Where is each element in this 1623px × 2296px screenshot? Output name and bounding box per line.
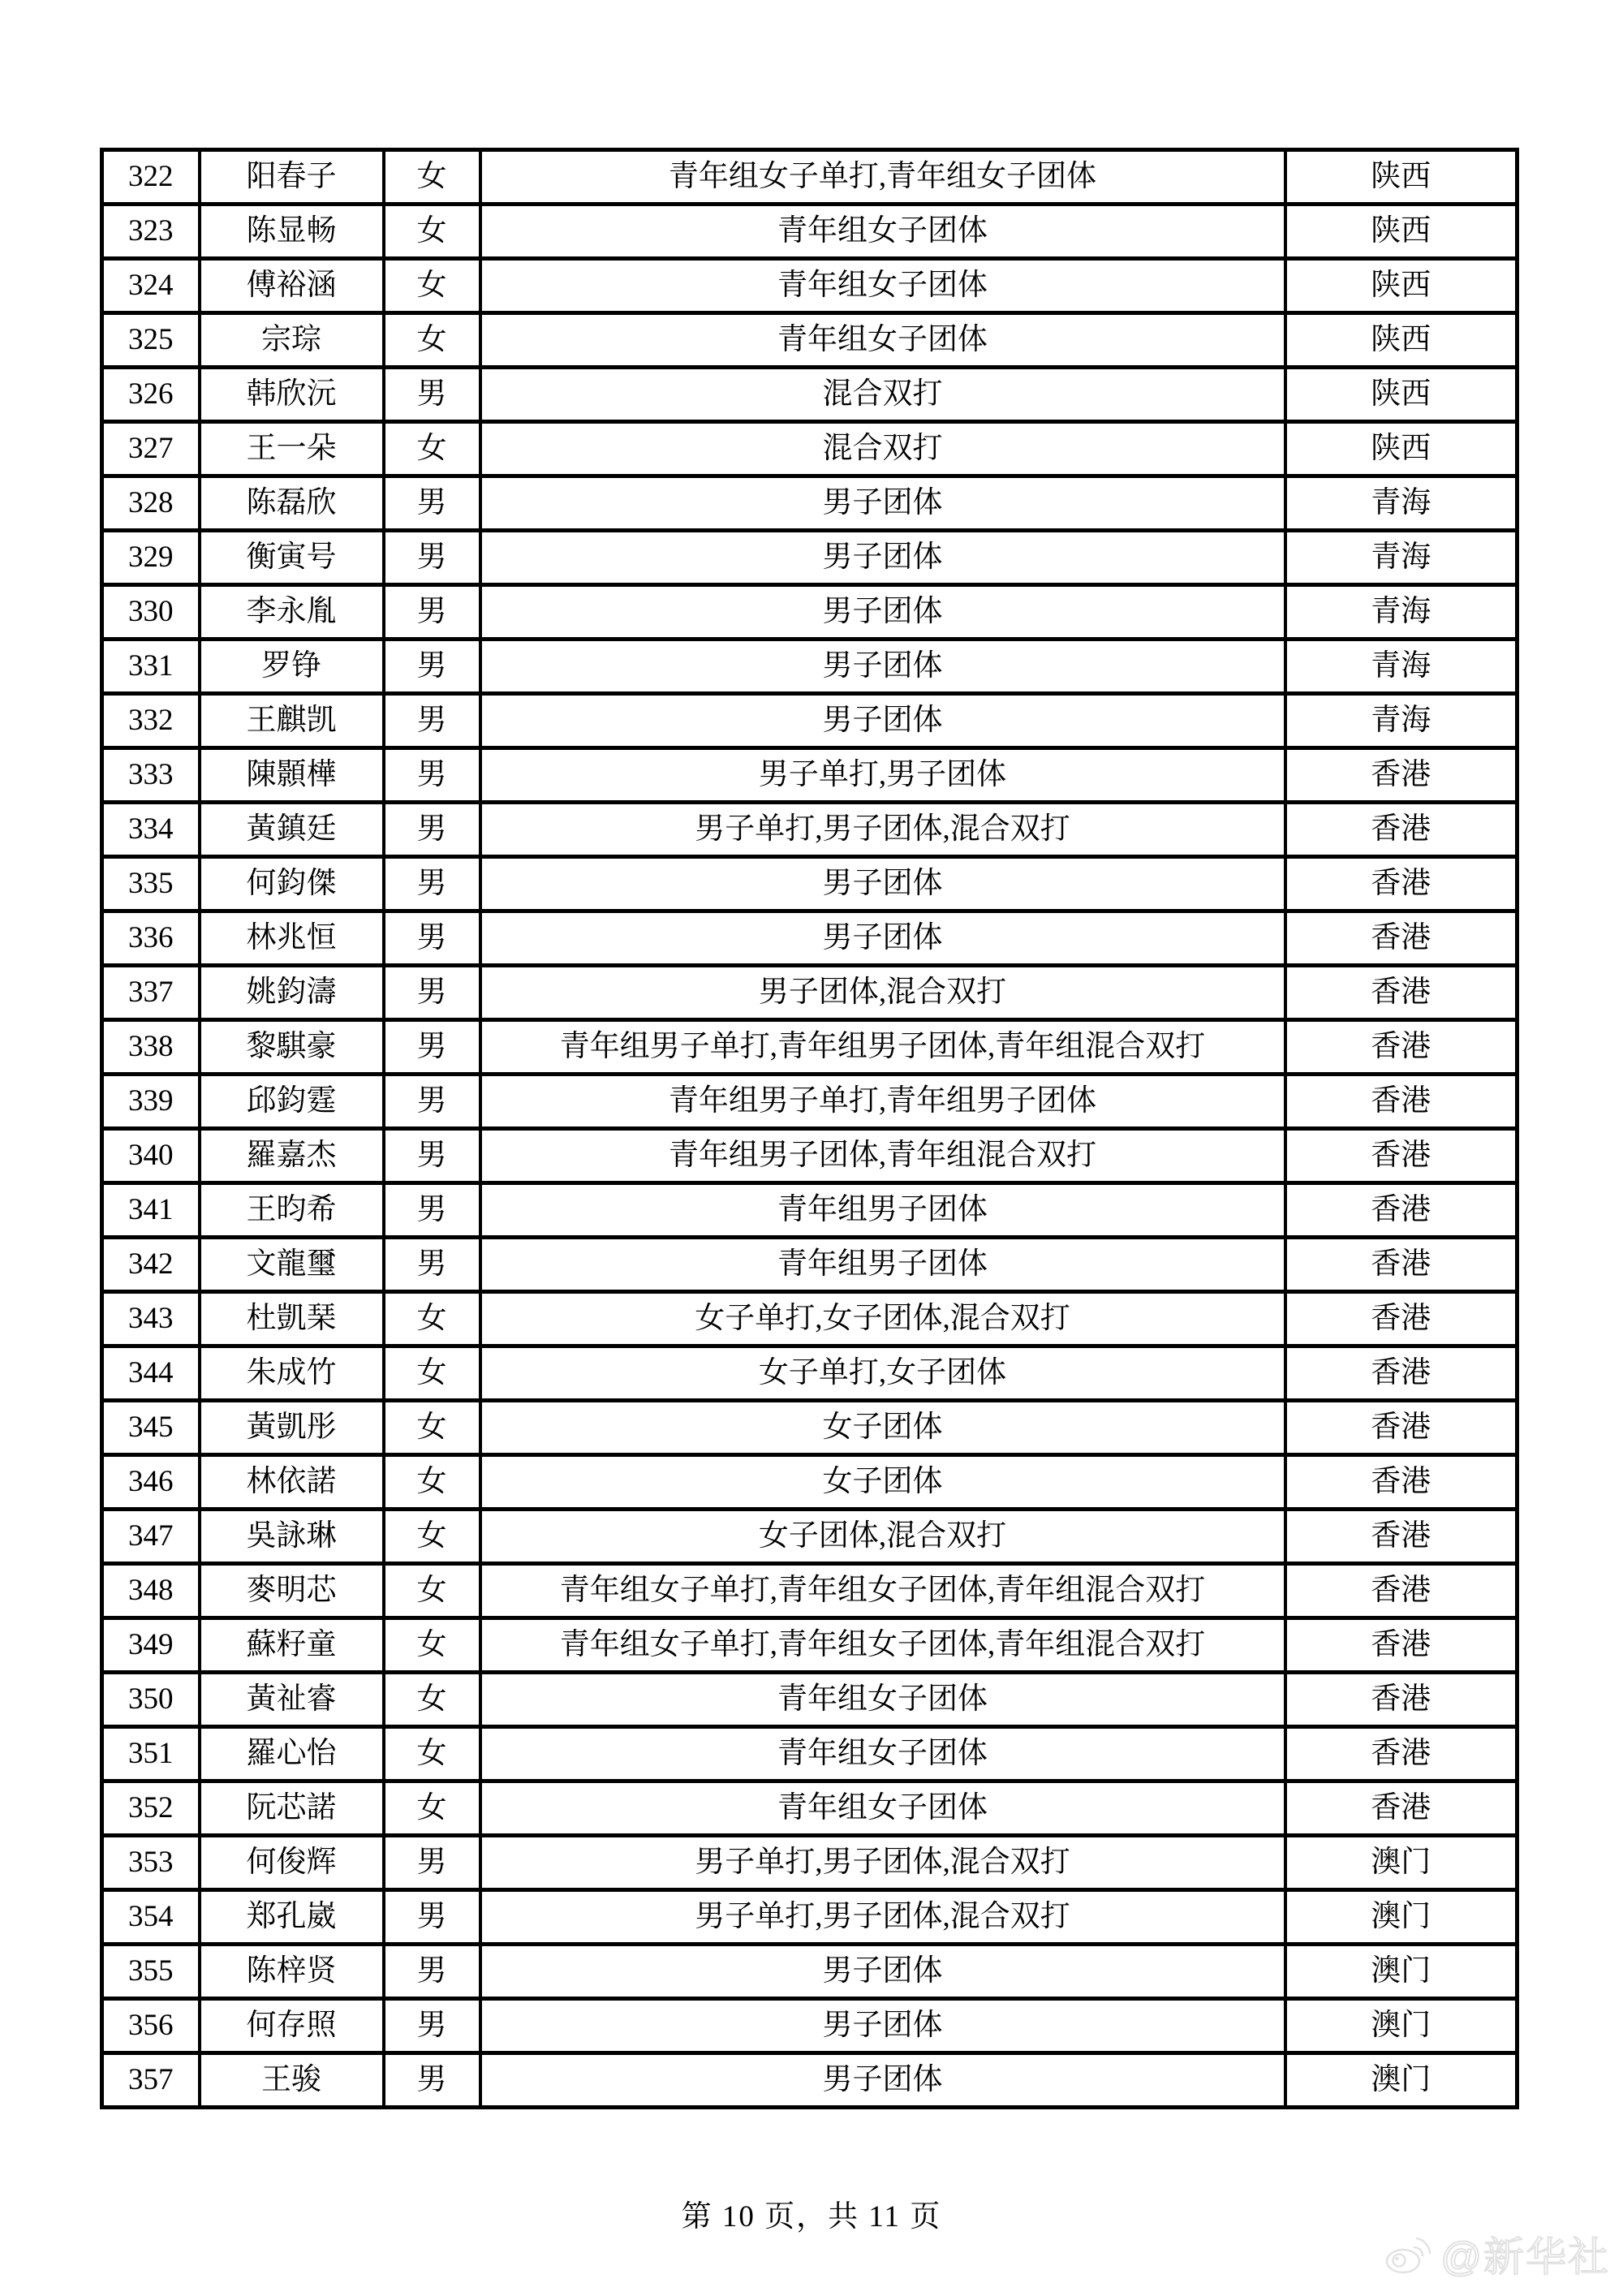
region-cell: 澳门 xyxy=(1285,1999,1518,2053)
gender-cell: 男 xyxy=(384,803,480,857)
athlete-number-cell: 357 xyxy=(102,2053,200,2108)
events-cell: 青年组女子团体 xyxy=(480,1727,1285,1781)
region-cell: 香港 xyxy=(1285,1020,1518,1075)
events-cell: 青年组女子团体 xyxy=(480,1673,1285,1727)
region-cell: 陕西 xyxy=(1285,259,1518,313)
gender-cell: 女 xyxy=(384,1401,480,1455)
events-cell: 男子单打,男子团体,混合双打 xyxy=(480,1890,1285,1945)
gender-cell: 女 xyxy=(384,259,480,313)
table-row xyxy=(102,1346,1518,1401)
gender-cell: 女 xyxy=(384,205,480,259)
region-cell: 香港 xyxy=(1285,1401,1518,1455)
events-cell: 混合双打 xyxy=(480,422,1285,476)
gender-cell: 男 xyxy=(384,368,480,422)
athlete-number-cell: 341 xyxy=(102,1183,200,1238)
table-row xyxy=(102,1673,1518,1727)
gender-cell: 男 xyxy=(384,2053,480,2108)
table-row xyxy=(102,1183,1518,1238)
region-cell: 澳门 xyxy=(1285,1945,1518,1999)
athlete-number-cell: 344 xyxy=(102,1346,200,1401)
athlete-name-cell: 陈显畅 xyxy=(200,205,384,259)
athlete-number-cell: 342 xyxy=(102,1238,200,1292)
athlete-name-cell: 黎騏豪 xyxy=(200,1020,384,1075)
events-cell: 青年组男子团体,青年组混合双打 xyxy=(480,1129,1285,1183)
table-row xyxy=(102,150,1518,205)
athlete-number-cell: 326 xyxy=(102,368,200,422)
gender-cell: 女 xyxy=(384,313,480,368)
gender-cell: 男 xyxy=(384,1945,480,1999)
gender-cell: 男 xyxy=(384,966,480,1020)
athlete-number-cell: 337 xyxy=(102,966,200,1020)
events-cell: 青年组女子单打,青年组女子团体 xyxy=(480,150,1285,205)
athlete-name-cell: 朱成竹 xyxy=(200,1346,384,1401)
events-cell: 混合双打 xyxy=(480,368,1285,422)
athlete-number-cell: 332 xyxy=(102,694,200,748)
region-cell: 陕西 xyxy=(1285,205,1518,259)
events-cell: 青年组男子团体 xyxy=(480,1183,1285,1238)
athlete-number-cell: 352 xyxy=(102,1781,200,1836)
gender-cell: 女 xyxy=(384,1673,480,1727)
athlete-number-cell: 347 xyxy=(102,1510,200,1564)
events-cell: 男子团体 xyxy=(480,911,1285,966)
events-cell: 女子团体 xyxy=(480,1455,1285,1510)
table-row xyxy=(102,966,1518,1020)
table-row xyxy=(102,368,1518,422)
athlete-name-cell: 蘇籽童 xyxy=(200,1618,384,1673)
events-cell: 男子团体,混合双打 xyxy=(480,966,1285,1020)
region-cell: 香港 xyxy=(1285,966,1518,1020)
athlete-name-cell: 王麒凯 xyxy=(200,694,384,748)
region-cell: 香港 xyxy=(1285,803,1518,857)
table-row xyxy=(102,1075,1518,1129)
table-row xyxy=(102,1401,1518,1455)
region-cell: 陕西 xyxy=(1285,368,1518,422)
gender-cell: 女 xyxy=(384,1727,480,1781)
athlete-name-cell: 阮芯諾 xyxy=(200,1781,384,1836)
athlete-name-cell: 陳顥樺 xyxy=(200,748,384,803)
events-cell: 男子单打,男子团体,混合双打 xyxy=(480,803,1285,857)
athlete-name-cell: 羅心怡 xyxy=(200,1727,384,1781)
region-cell: 香港 xyxy=(1285,1564,1518,1618)
region-cell: 香港 xyxy=(1285,1238,1518,1292)
gender-cell: 男 xyxy=(384,1020,480,1075)
athlete-name-cell: 杜凱琹 xyxy=(200,1292,384,1346)
events-cell: 男子单打,男子团体 xyxy=(480,748,1285,803)
gender-cell: 女 xyxy=(384,1346,480,1401)
table-row xyxy=(102,1781,1518,1836)
athlete-name-cell: 麥明芯 xyxy=(200,1564,384,1618)
athlete-number-cell: 329 xyxy=(102,531,200,585)
table-row xyxy=(102,857,1518,911)
gender-cell: 女 xyxy=(384,1455,480,1510)
table-row xyxy=(102,803,1518,857)
table-row xyxy=(102,1945,1518,1999)
athlete-number-cell: 349 xyxy=(102,1618,200,1673)
region-cell: 陕西 xyxy=(1285,422,1518,476)
table-row xyxy=(102,1618,1518,1673)
table-row xyxy=(102,1455,1518,1510)
athlete-number-cell: 354 xyxy=(102,1890,200,1945)
region-cell: 香港 xyxy=(1285,911,1518,966)
region-cell: 香港 xyxy=(1285,1129,1518,1183)
athlete-number-cell: 331 xyxy=(102,640,200,694)
athlete-name-cell: 王一朵 xyxy=(200,422,384,476)
table-row xyxy=(102,2053,1518,2108)
athlete-name-cell: 傅裕涵 xyxy=(200,259,384,313)
athlete-number-cell: 345 xyxy=(102,1401,200,1455)
athlete-name-cell: 黃祉睿 xyxy=(200,1673,384,1727)
table-row xyxy=(102,1999,1518,2053)
gender-cell: 男 xyxy=(384,857,480,911)
region-cell: 青海 xyxy=(1285,640,1518,694)
athlete-name-cell: 衡寅号 xyxy=(200,531,384,585)
athlete-name-cell: 韩欣沅 xyxy=(200,368,384,422)
region-cell: 青海 xyxy=(1285,531,1518,585)
gender-cell: 男 xyxy=(384,640,480,694)
athlete-name-cell: 黃鎮廷 xyxy=(200,803,384,857)
events-cell: 青年组男子单打,青年组男子团体,青年组混合双打 xyxy=(480,1020,1285,1075)
table-row xyxy=(102,1129,1518,1183)
region-cell: 陕西 xyxy=(1285,150,1518,205)
gender-cell: 女 xyxy=(384,150,480,205)
region-cell: 香港 xyxy=(1285,1510,1518,1564)
athlete-number-cell: 356 xyxy=(102,1999,200,2053)
athlete-name-cell: 羅嘉杰 xyxy=(200,1129,384,1183)
athlete-name-cell: 何俊辉 xyxy=(200,1836,384,1890)
weibo-icon xyxy=(1384,2232,1434,2276)
athlete-number-cell: 343 xyxy=(102,1292,200,1346)
athlete-number-cell: 334 xyxy=(102,803,200,857)
region-cell: 青海 xyxy=(1285,585,1518,640)
gender-cell: 男 xyxy=(384,476,480,531)
gender-cell: 男 xyxy=(384,1129,480,1183)
table-row xyxy=(102,205,1518,259)
athlete-name-cell: 邱鈞霆 xyxy=(200,1075,384,1129)
region-cell: 澳门 xyxy=(1285,2053,1518,2108)
table-row xyxy=(102,1510,1518,1564)
gender-cell: 男 xyxy=(384,585,480,640)
watermark-handle: @新华社 xyxy=(1440,2234,1610,2280)
events-cell: 男子团体 xyxy=(480,694,1285,748)
region-cell: 澳门 xyxy=(1285,1836,1518,1890)
events-cell: 男子团体 xyxy=(480,1999,1285,2053)
events-cell: 男子团体 xyxy=(480,1945,1285,1999)
table-row xyxy=(102,259,1518,313)
athlete-number-cell: 353 xyxy=(102,1836,200,1890)
athlete-name-cell: 何存照 xyxy=(200,1999,384,2053)
events-cell: 青年组女子团体 xyxy=(480,205,1285,259)
athlete-number-cell: 350 xyxy=(102,1673,200,1727)
athlete-name-cell: 黃凱彤 xyxy=(200,1401,384,1455)
table-row xyxy=(102,694,1518,748)
table-row xyxy=(102,531,1518,585)
table-row xyxy=(102,313,1518,368)
events-cell: 青年组女子团体 xyxy=(480,259,1285,313)
athlete-name-cell: 林依諾 xyxy=(200,1455,384,1510)
athlete-name-cell: 文龍璽 xyxy=(200,1238,384,1292)
events-cell: 青年组女子团体 xyxy=(480,1781,1285,1836)
gender-cell: 女 xyxy=(384,1564,480,1618)
athlete-number-cell: 324 xyxy=(102,259,200,313)
region-cell: 香港 xyxy=(1285,1183,1518,1238)
athlete-number-cell: 338 xyxy=(102,1020,200,1075)
events-cell: 男子团体 xyxy=(480,476,1285,531)
athlete-name-cell: 罗铮 xyxy=(200,640,384,694)
region-cell: 陕西 xyxy=(1285,313,1518,368)
events-cell: 男子团体 xyxy=(480,857,1285,911)
athlete-name-cell: 王骏 xyxy=(200,2053,384,2108)
athlete-number-cell: 351 xyxy=(102,1727,200,1781)
athlete-number-cell: 355 xyxy=(102,1945,200,1999)
gender-cell: 女 xyxy=(384,1618,480,1673)
events-cell: 青年组女子团体 xyxy=(480,313,1285,368)
events-cell: 女子单打,女子团体,混合双打 xyxy=(480,1292,1285,1346)
athlete-name-cell: 李永胤 xyxy=(200,585,384,640)
table-row xyxy=(102,911,1518,966)
table-row xyxy=(102,476,1518,531)
athlete-number-cell: 327 xyxy=(102,422,200,476)
table-row xyxy=(102,585,1518,640)
events-cell: 男子单打,男子团体,混合双打 xyxy=(480,1836,1285,1890)
table-row xyxy=(102,640,1518,694)
region-cell: 香港 xyxy=(1285,748,1518,803)
gender-cell: 男 xyxy=(384,531,480,585)
athlete-number-cell: 335 xyxy=(102,857,200,911)
athlete-number-cell: 328 xyxy=(102,476,200,531)
region-cell: 澳门 xyxy=(1285,1890,1518,1945)
region-cell: 香港 xyxy=(1285,857,1518,911)
athlete-number-cell: 348 xyxy=(102,1564,200,1618)
events-cell: 女子团体 xyxy=(480,1401,1285,1455)
gender-cell: 男 xyxy=(384,1183,480,1238)
events-cell: 男子团体 xyxy=(480,2053,1285,2108)
region-cell: 香港 xyxy=(1285,1346,1518,1401)
table-row xyxy=(102,1564,1518,1618)
athlete-name-cell: 陈磊欣 xyxy=(200,476,384,531)
events-cell: 青年组女子单打,青年组女子团体,青年组混合双打 xyxy=(480,1564,1285,1618)
gender-cell: 女 xyxy=(384,422,480,476)
events-cell: 青年组男子团体 xyxy=(480,1238,1285,1292)
athlete-number-cell: 336 xyxy=(102,911,200,966)
events-cell: 男子团体 xyxy=(480,640,1285,694)
athlete-number-cell: 340 xyxy=(102,1129,200,1183)
athlete-number-cell: 323 xyxy=(102,205,200,259)
events-cell: 青年组女子单打,青年组女子团体,青年组混合双打 xyxy=(480,1618,1285,1673)
events-cell: 青年组男子单打,青年组男子团体 xyxy=(480,1075,1285,1129)
region-cell: 青海 xyxy=(1285,476,1518,531)
region-cell: 香港 xyxy=(1285,1781,1518,1836)
gender-cell: 男 xyxy=(384,1890,480,1945)
athlete-number-cell: 339 xyxy=(102,1075,200,1129)
table-row xyxy=(102,748,1518,803)
gender-cell: 男 xyxy=(384,1836,480,1890)
athlete-name-cell: 姚鈞濤 xyxy=(200,966,384,1020)
events-cell: 男子团体 xyxy=(480,531,1285,585)
table-row xyxy=(102,1890,1518,1945)
table-row xyxy=(102,1836,1518,1890)
region-cell: 香港 xyxy=(1285,1292,1518,1346)
athlete-number-cell: 330 xyxy=(102,585,200,640)
gender-cell: 男 xyxy=(384,748,480,803)
athlete-name-cell: 郑孔崴 xyxy=(200,1890,384,1945)
table-row xyxy=(102,1238,1518,1292)
gender-cell: 男 xyxy=(384,1075,480,1129)
gender-cell: 女 xyxy=(384,1781,480,1836)
region-cell: 青海 xyxy=(1285,694,1518,748)
athlete-name-cell: 何鈞傑 xyxy=(200,857,384,911)
athlete-name-cell: 王昀希 xyxy=(200,1183,384,1238)
table-row xyxy=(102,1020,1518,1075)
athlete-name-cell: 吳詠琳 xyxy=(200,1510,384,1564)
gender-cell: 男 xyxy=(384,911,480,966)
athlete-name-cell: 林兆恒 xyxy=(200,911,384,966)
table-row xyxy=(102,422,1518,476)
gender-cell: 女 xyxy=(384,1292,480,1346)
athlete-name-cell: 阳春子 xyxy=(200,150,384,205)
athlete-number-cell: 322 xyxy=(102,150,200,205)
page-number-footer: 第 10 页，共 11 页 xyxy=(681,2200,942,2234)
table-row xyxy=(102,1292,1518,1346)
events-cell: 男子团体 xyxy=(480,585,1285,640)
athlete-roster-table xyxy=(100,148,1519,2109)
table-row xyxy=(102,1727,1518,1781)
gender-cell: 男 xyxy=(384,1999,480,2053)
gender-cell: 女 xyxy=(384,1510,480,1564)
xinhua-weibo-watermark xyxy=(1384,2225,1610,2283)
athlete-name-cell: 宗琮 xyxy=(200,313,384,368)
region-cell: 香港 xyxy=(1285,1727,1518,1781)
events-cell: 女子单打,女子团体 xyxy=(480,1346,1285,1401)
athlete-number-cell: 333 xyxy=(102,748,200,803)
gender-cell: 男 xyxy=(384,694,480,748)
region-cell: 香港 xyxy=(1285,1673,1518,1727)
region-cell: 香港 xyxy=(1285,1075,1518,1129)
athlete-number-cell: 346 xyxy=(102,1455,200,1510)
roster-table-body xyxy=(102,150,1518,2108)
region-cell: 香港 xyxy=(1285,1618,1518,1673)
athlete-number-cell: 325 xyxy=(102,313,200,368)
athlete-name-cell: 陈梓贤 xyxy=(200,1945,384,1999)
region-cell: 香港 xyxy=(1285,1455,1518,1510)
gender-cell: 男 xyxy=(384,1238,480,1292)
events-cell: 女子团体,混合双打 xyxy=(480,1510,1285,1564)
